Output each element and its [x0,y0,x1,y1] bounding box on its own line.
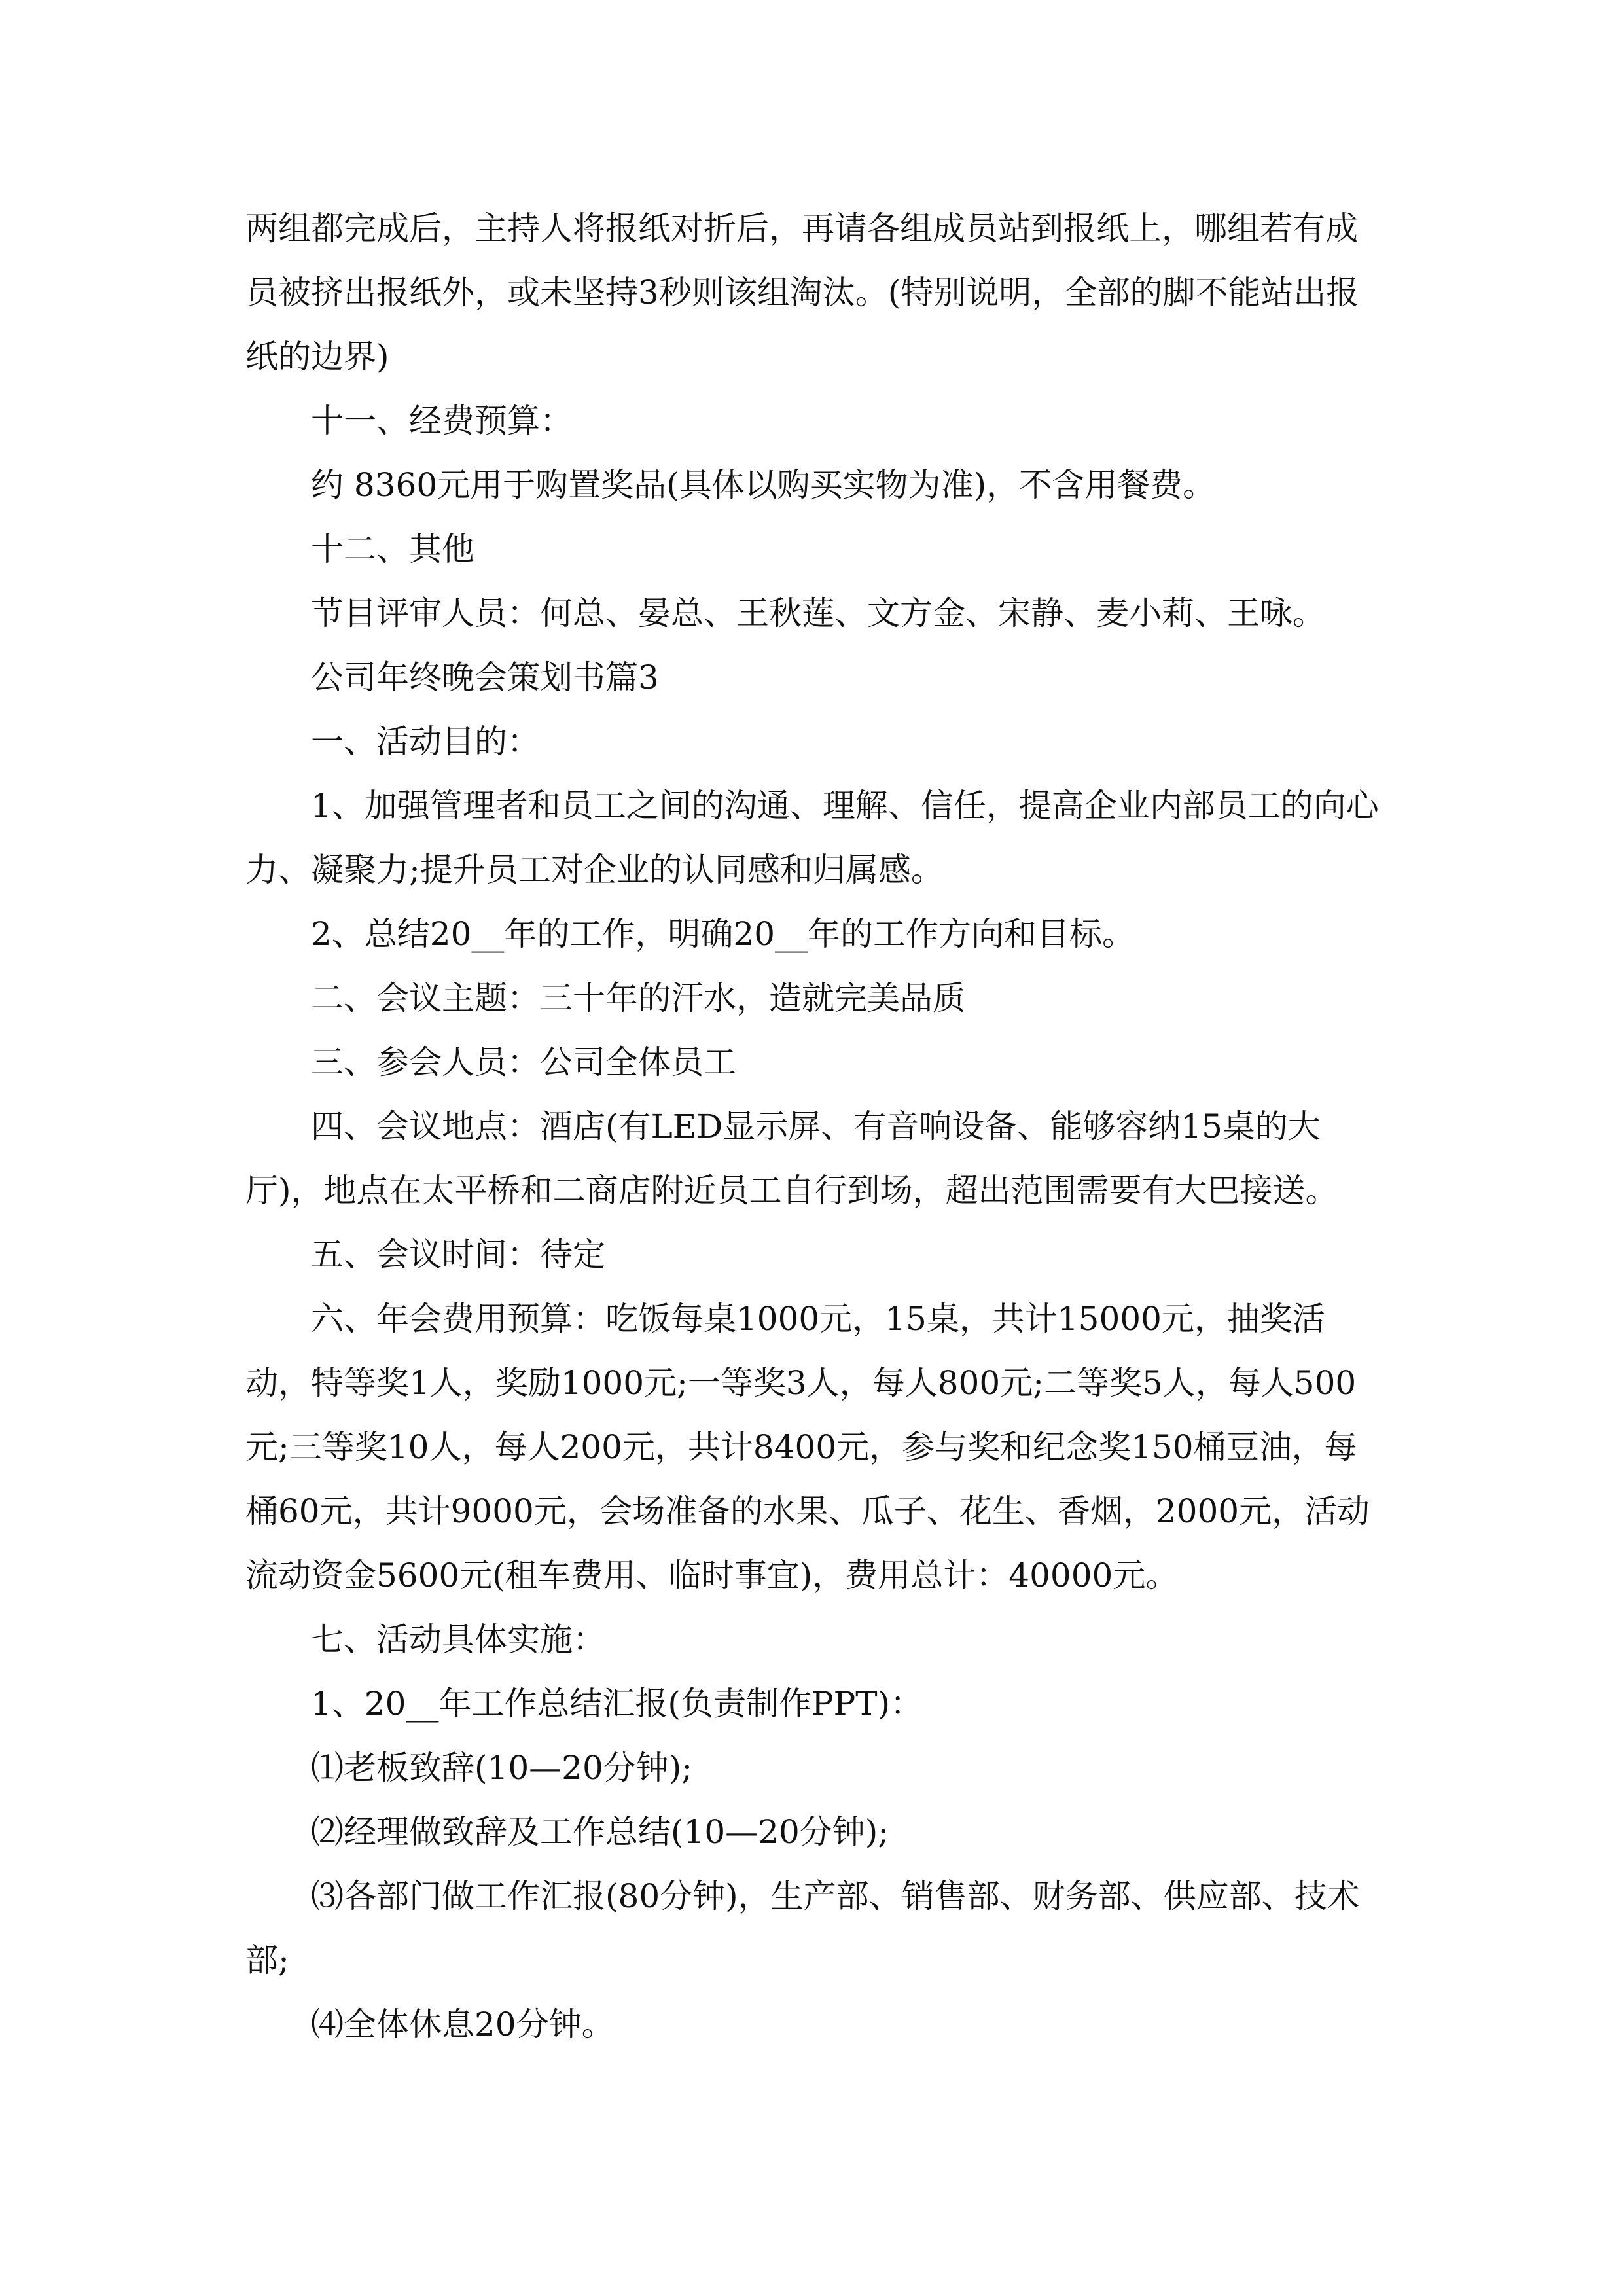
list-item-boss-speech: ⑴老板致辞(10—20分钟); [311,1749,693,1787]
paragraph-purpose-1: 1、加强管理者和员工之间的沟通、理解、信任，提高企业内部员工的向心力、凝聚力;提升员工对企业的认同感和归属感。 [245,787,1379,889]
section-title-plan-3: 公司年终晚会策划书篇3 [311,658,659,696]
document-page [245,196,1384,2056]
paragraph-work-report: 1、20__年工作总结汇报(负责制作PPT)： [311,1685,923,1723]
paragraph-judges: 节目评审人员：何总、晏总、王秋莲、文方金、宋静、麦小莉、王咏。 [311,594,1325,632]
paragraph-cost-budget: 六、年会费用预算：吃饭每桌1000元，15桌，共计15000元，抽奖活动，特等奖1人，奖励1000元;一等奖3人，每人800元;二等奖5人，每人500元;三等奖10人，每人200元，共计8400元，参与奖和纪念奖150桶豆油，每桶60元，共计9000元，会场准备的水果、瓜子、花生、香烟，2000元，活动流动资金5600元(租车费用、临时事宜)，费用总计：40000元。 [245,1300,1370,1594]
paragraph-budget-detail: 约 8360元用于购置奖品(具体以购买实物为准)，不含用餐费。 [311,466,1216,504]
paragraph-meeting-theme: 二、会议主题：三十年的汗水，造就完美品质 [311,979,965,1017]
paragraph-attendees: 三、参会人员：公司全体员工 [311,1043,736,1081]
heading-activity-purpose: 一、活动目的： [311,723,540,761]
list-item-manager-speech: ⑵经理做致辞及工作总结(10—20分钟); [311,1813,889,1851]
heading-implementation: 七、活动具体实施： [311,1621,605,1659]
paragraph-meeting-time: 五、会议时间：待定 [311,1236,605,1274]
paragraph-newspaper-game-rules: 两组都完成后，主持人将报纸对折后，再请各组成员站到报纸上，哪组若有成员被挤出报纸外，或未坚持3秒则该组淘汰。(特别说明，全部的脚不能站出报纸的边界) [245,209,1359,376]
heading-other: 十二、其他 [311,530,474,568]
paragraph-venue: 四、会议地点：酒店(有LED显示屏、有音响设备、能够容纳15桌的大厅)，地点在太平桥和二商店附近员工自行到场，超出范围需要有大巴接送。 [245,1107,1338,1210]
list-item-break: ⑷全体休息20分钟。 [311,2005,615,2043]
list-item-department-reports: ⑶各部门做工作汇报(80分钟)，生产部、销售部、财务部、供应部、技术部; [245,1877,1360,1979]
heading-budget: 十一、经费预算： [311,402,573,440]
paragraph-purpose-2: 2、总结20__年的工作，明确20__年的工作方向和目标。 [311,915,1135,953]
